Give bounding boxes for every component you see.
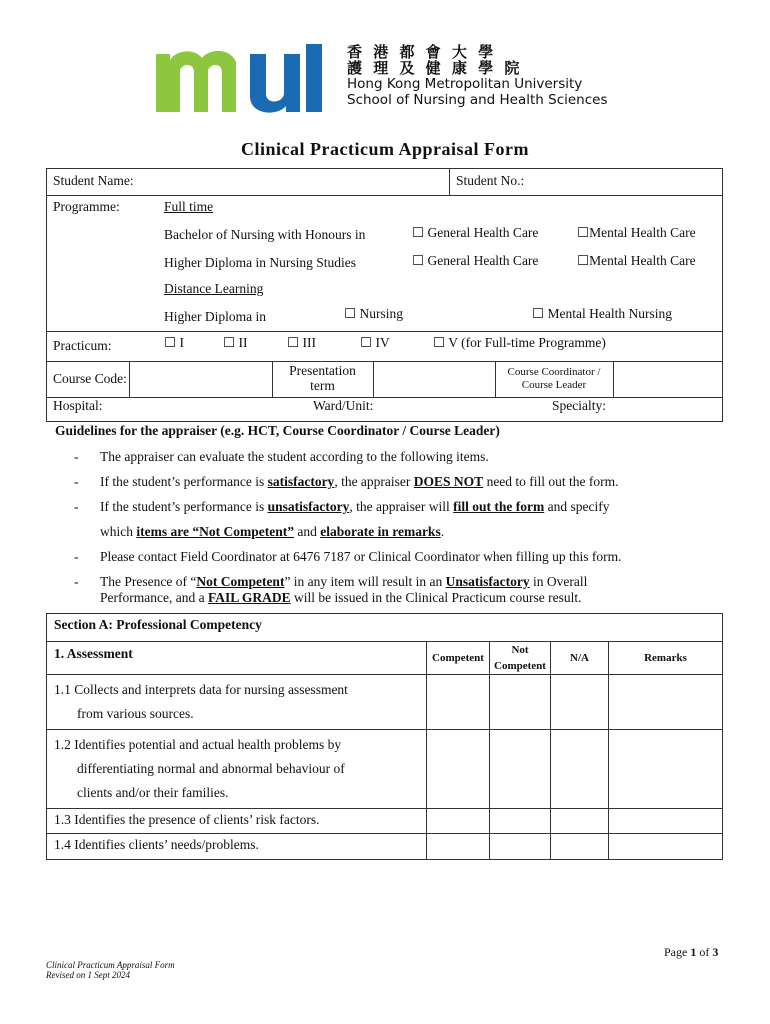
not-competent-cell[interactable] bbox=[490, 834, 551, 860]
item-1-4: 1.4 Identifies clients’ needs/problems. bbox=[47, 834, 427, 860]
practicum-1-checkbox[interactable]: ☐ I bbox=[164, 335, 184, 350]
hd-label: Higher Diploma in Nursing Studies bbox=[164, 255, 356, 270]
presentation-text: Presentation bbox=[289, 363, 356, 378]
divider bbox=[613, 361, 614, 397]
school-name-en: School of Nursing and Health Sciences bbox=[347, 92, 608, 108]
remarks-cell[interactable] bbox=[609, 809, 723, 834]
full-time-heading: Full time bbox=[164, 199, 214, 214]
nursing-checkbox[interactable]: ☐ Nursing bbox=[344, 306, 403, 321]
course-coordinator-label bbox=[495, 366, 613, 392]
cc-line2: Course Leader bbox=[521, 379, 587, 391]
col-remarks: Remarks bbox=[609, 642, 723, 675]
bullet-dash: - bbox=[74, 574, 79, 589]
item-text: differentiating normal and abnormal behaviour of bbox=[77, 761, 345, 776]
item-text: from various sources. bbox=[77, 706, 194, 721]
practicum-2-checkbox[interactable]: ☐ II bbox=[223, 335, 248, 350]
assessment-title: 1. Assessment bbox=[54, 646, 133, 661]
item-text: 1.2 Identifies potential and actual health problems by bbox=[54, 737, 342, 752]
divider bbox=[46, 361, 723, 362]
remarks-cell[interactable] bbox=[609, 675, 723, 730]
competent-cell[interactable] bbox=[427, 834, 490, 860]
hd-in-label: Higher Diploma in bbox=[164, 309, 266, 324]
item-1-3: 1.3 Identifies the presence of clients’ risk factors. bbox=[47, 809, 427, 834]
school-name-zh: 護 理 及 健 康 學 院 bbox=[347, 59, 523, 77]
item-text: clients and/or their families. bbox=[77, 785, 229, 800]
na-cell[interactable] bbox=[551, 675, 609, 730]
guideline-text: If the student’s performance is satisfactory, the appraiser DOES NOT need to fill out the form. bbox=[100, 474, 619, 489]
remarks-cell[interactable] bbox=[609, 730, 723, 809]
not-competent-cell[interactable] bbox=[490, 730, 551, 809]
guideline-text: The Presence of “Not Competent” in any item will result in an Unsatisfactory in Overall Performance, and a FAIL GRADE will be issued in the Clinical Practicum course result. bbox=[100, 574, 588, 605]
student-name-label: Student Name: bbox=[53, 173, 134, 188]
item-1-1 bbox=[47, 675, 427, 730]
na-cell[interactable] bbox=[551, 809, 609, 834]
page-number: Page 1 of 3 bbox=[664, 945, 719, 959]
item-text: 1.1 Collects and interprets data for nursing assessment bbox=[54, 682, 348, 697]
bullet-dash: - bbox=[74, 499, 79, 514]
bn-label: Bachelor of Nursing with Honours in bbox=[164, 227, 366, 242]
col-competent-text: Competent bbox=[494, 660, 546, 672]
hd-general-checkbox[interactable]: ☐ General Health Care bbox=[412, 253, 539, 268]
col-na: N/A bbox=[551, 642, 609, 675]
university-name-en: Hong Kong Metropolitan University bbox=[347, 76, 583, 92]
ward-label: Ward/Unit: bbox=[313, 398, 374, 413]
guideline-text: which items are “Not Competent” and elaborate in remarks. bbox=[100, 524, 445, 539]
guidelines-heading: Guidelines for the appraiser (e.g. HCT, Course Coordinator / Course Leader) bbox=[55, 423, 500, 438]
cc-line1: Course Coordinator / bbox=[507, 366, 601, 378]
divider bbox=[46, 331, 723, 332]
footer-revision: Revised on 1 Sept 2024 bbox=[46, 970, 130, 980]
term-text: term bbox=[310, 378, 335, 393]
university-name bbox=[347, 44, 608, 108]
footer-form-name: Clinical Practicum Appraisal Form bbox=[46, 960, 175, 970]
guideline-text: The appraiser can evaluate the student according to the following items. bbox=[100, 449, 489, 464]
section-a-title bbox=[47, 614, 723, 642]
practicum-4-checkbox[interactable]: ☐ IV bbox=[360, 335, 390, 350]
section-a-table bbox=[46, 613, 723, 860]
form-title: Clinical Practicum Appraisal Form bbox=[241, 139, 529, 159]
not-competent-cell[interactable] bbox=[490, 809, 551, 834]
not-competent-cell[interactable] bbox=[490, 675, 551, 730]
assessment-header bbox=[47, 642, 427, 675]
programme-label: Programme: bbox=[53, 199, 120, 214]
divider bbox=[46, 195, 723, 196]
bullet-dash: - bbox=[74, 474, 79, 489]
bn-general-checkbox[interactable]: ☐ General Health Care bbox=[412, 225, 539, 240]
competent-cell[interactable] bbox=[427, 730, 490, 809]
presentation-term-label bbox=[272, 363, 373, 393]
guideline-text: Please contact Field Coordinator at 6476 7187 or Clinical Coordinator when filling up this form. bbox=[100, 549, 622, 564]
footer-info bbox=[46, 960, 175, 980]
bullet-dash: - bbox=[74, 549, 79, 564]
hd-mental-checkbox[interactable]: ☐Mental Health Care bbox=[577, 253, 696, 268]
item-1-2 bbox=[47, 730, 427, 809]
mhn-checkbox[interactable]: ☐ Mental Health Nursing bbox=[532, 306, 672, 321]
specialty-label: Specialty: bbox=[552, 398, 606, 413]
col-competent: Competent bbox=[427, 642, 490, 675]
competent-cell[interactable] bbox=[427, 809, 490, 834]
student-no-label: Student No.: bbox=[456, 173, 525, 188]
remarks-cell[interactable] bbox=[609, 834, 723, 860]
competent-cell[interactable] bbox=[427, 675, 490, 730]
na-cell[interactable] bbox=[551, 730, 609, 809]
practicum-5-checkbox[interactable]: ☐ V (for Full-time Programme) bbox=[433, 335, 606, 350]
course-code-label: Course Code: bbox=[53, 371, 127, 386]
distance-heading: Distance Learning bbox=[164, 281, 264, 296]
col-not-text: Not bbox=[511, 644, 529, 656]
divider bbox=[129, 361, 130, 397]
divider bbox=[46, 397, 723, 398]
bn-mental-checkbox[interactable]: ☐Mental Health Care bbox=[577, 225, 696, 240]
practicum-3-checkbox[interactable]: ☐ III bbox=[287, 335, 316, 350]
hospital-label: Hospital: bbox=[53, 398, 103, 413]
divider bbox=[449, 168, 450, 195]
hkmu-logo bbox=[152, 42, 332, 116]
university-name-zh: 香 港 都 會 大 學 bbox=[347, 43, 497, 61]
guideline-text: If the student’s performance is unsatisfactory, the appraiser will fill out the form and specify bbox=[100, 499, 610, 514]
col-not-competent bbox=[490, 642, 551, 675]
practicum-label: Practicum: bbox=[53, 338, 112, 353]
bullet-dash: - bbox=[74, 449, 79, 464]
section-a-title-text: Section A: Professional Competency bbox=[54, 617, 262, 632]
na-cell[interactable] bbox=[551, 834, 609, 860]
divider bbox=[373, 361, 374, 397]
student-info-box bbox=[46, 168, 723, 422]
